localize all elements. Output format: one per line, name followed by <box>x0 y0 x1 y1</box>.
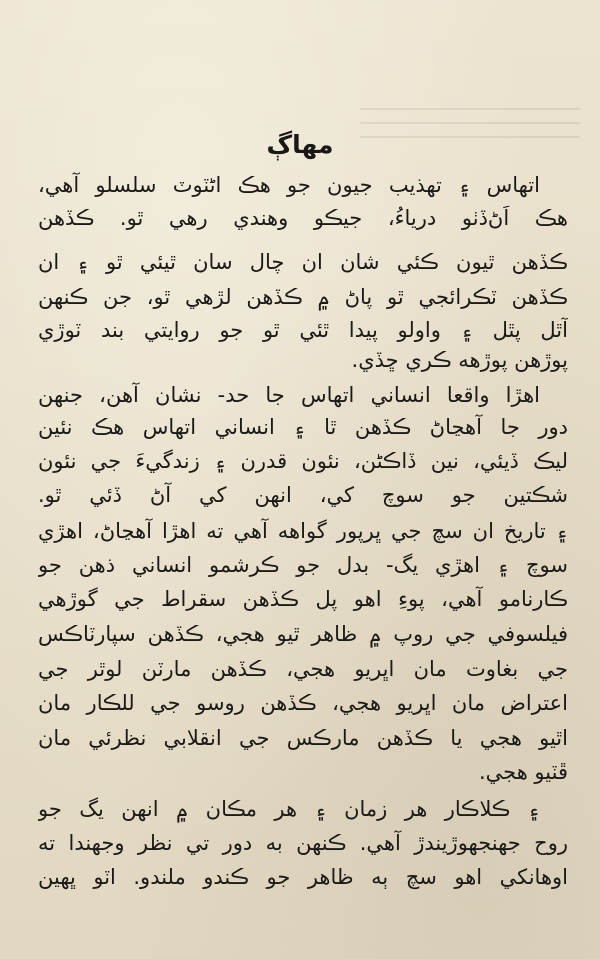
paragraph-2-line-3: ليڪ ڏيئي، نين ڏاڪڻن، نئون قدرن ۽ زندگيءَ جي نئون <box>38 449 568 473</box>
paragraph-2-line-11: اٿيو هجي يا ڪڏهن مارڪس جي انقلابي نظرئي مان <box>38 726 568 750</box>
paragraph-2-line-4: شڪتين جو سوچ کي، انهن کي آڻ ڏئي ٿو. <box>38 483 568 507</box>
paragraph-1-line-1: اتهاس ۽ تهذيب جيون جو هڪ اڻٽوٽ سلسلو آهي، <box>38 173 540 197</box>
paragraph-2-line-7: ڪارنامو آهي، پوءِ اهو پل ڪڏهن سقراط جي گوڙهي <box>38 587 568 611</box>
paragraph-2-line-9: جي بغاوت مان اڀريو هجي، ڪڏهن مارٽن لوٿر جي <box>38 657 568 681</box>
paragraph-2-line-12: ڦٽيو هجي. <box>478 760 568 784</box>
paragraph-1-line-4: ڪڏهن ٽڪرائجي ٿو پاڻ ۾ ڪڏهن لڙهي ٿو، جن ڪنهن <box>38 285 568 309</box>
paragraph-3-line-2: روح جهنجهوڙيندڙ آهي. ڪنهن به دور تي نظر وجهندا ته <box>38 831 568 855</box>
paragraph-2-line-2: دور جا آهڃاڻ ڪڏهن ٿا ۽ انساني اتهاس هڪ نئين <box>38 415 568 439</box>
paragraph-3-line-1: ۽ ڪلاڪار هر زمان ۽ هر مڪان ۾ انهن يگ جو <box>38 797 540 821</box>
paragraph-2-line-8: فيلسوفي جي روپ ۾ ظاهر ٿيو هجي، ڪڏهن سپارٽاڪس <box>38 622 568 646</box>
paragraph-2-line-1: اهڙا واقعا انساني اتهاس جا حد- نشان آهن، جنهن <box>38 383 540 407</box>
page-heading: مهاڳ <box>266 130 334 159</box>
paragraph-1-line-3: ڪڏهن ٿيون ڪئي شان ان چال سان ٿيئي ٿو ۽ ان <box>38 250 568 274</box>
paragraph-1-line-2: هڪ اَڻ‌ڏٺو درياءُ، جيڪو وهندي رهي ٿو. ڪڏهن <box>38 206 568 230</box>
paragraph-3-line-3: اوهانکي اهو سچ ٻه ظاهر جو ڪندو ملندو. اٽو ڀهين <box>38 865 568 889</box>
paragraph-1-line-6: پوڙهن پوڙهه ڪري ڇڏي. <box>351 348 568 372</box>
paragraph-2-line-10: اعتراض مان اڀريو هجي، ڪڏهن روسو جي للڪار مان <box>38 691 568 715</box>
paragraph-2-line-6: سوچ ۽ اهڙي يگ- بدل جو ڪرشمو انساني ذهن جو <box>38 553 568 577</box>
paragraph-1-line-5: آٿل پٿل ۽ واولو پيدا ٿئي ٿو جو روايتي بند ٽوڙي <box>38 318 568 342</box>
paragraph-2-line-5: ۽ تاريخ ان سچ جي ڀرپور گواهه آهي ته اهڙا آهڃاڻ، اهڙي <box>38 519 568 543</box>
